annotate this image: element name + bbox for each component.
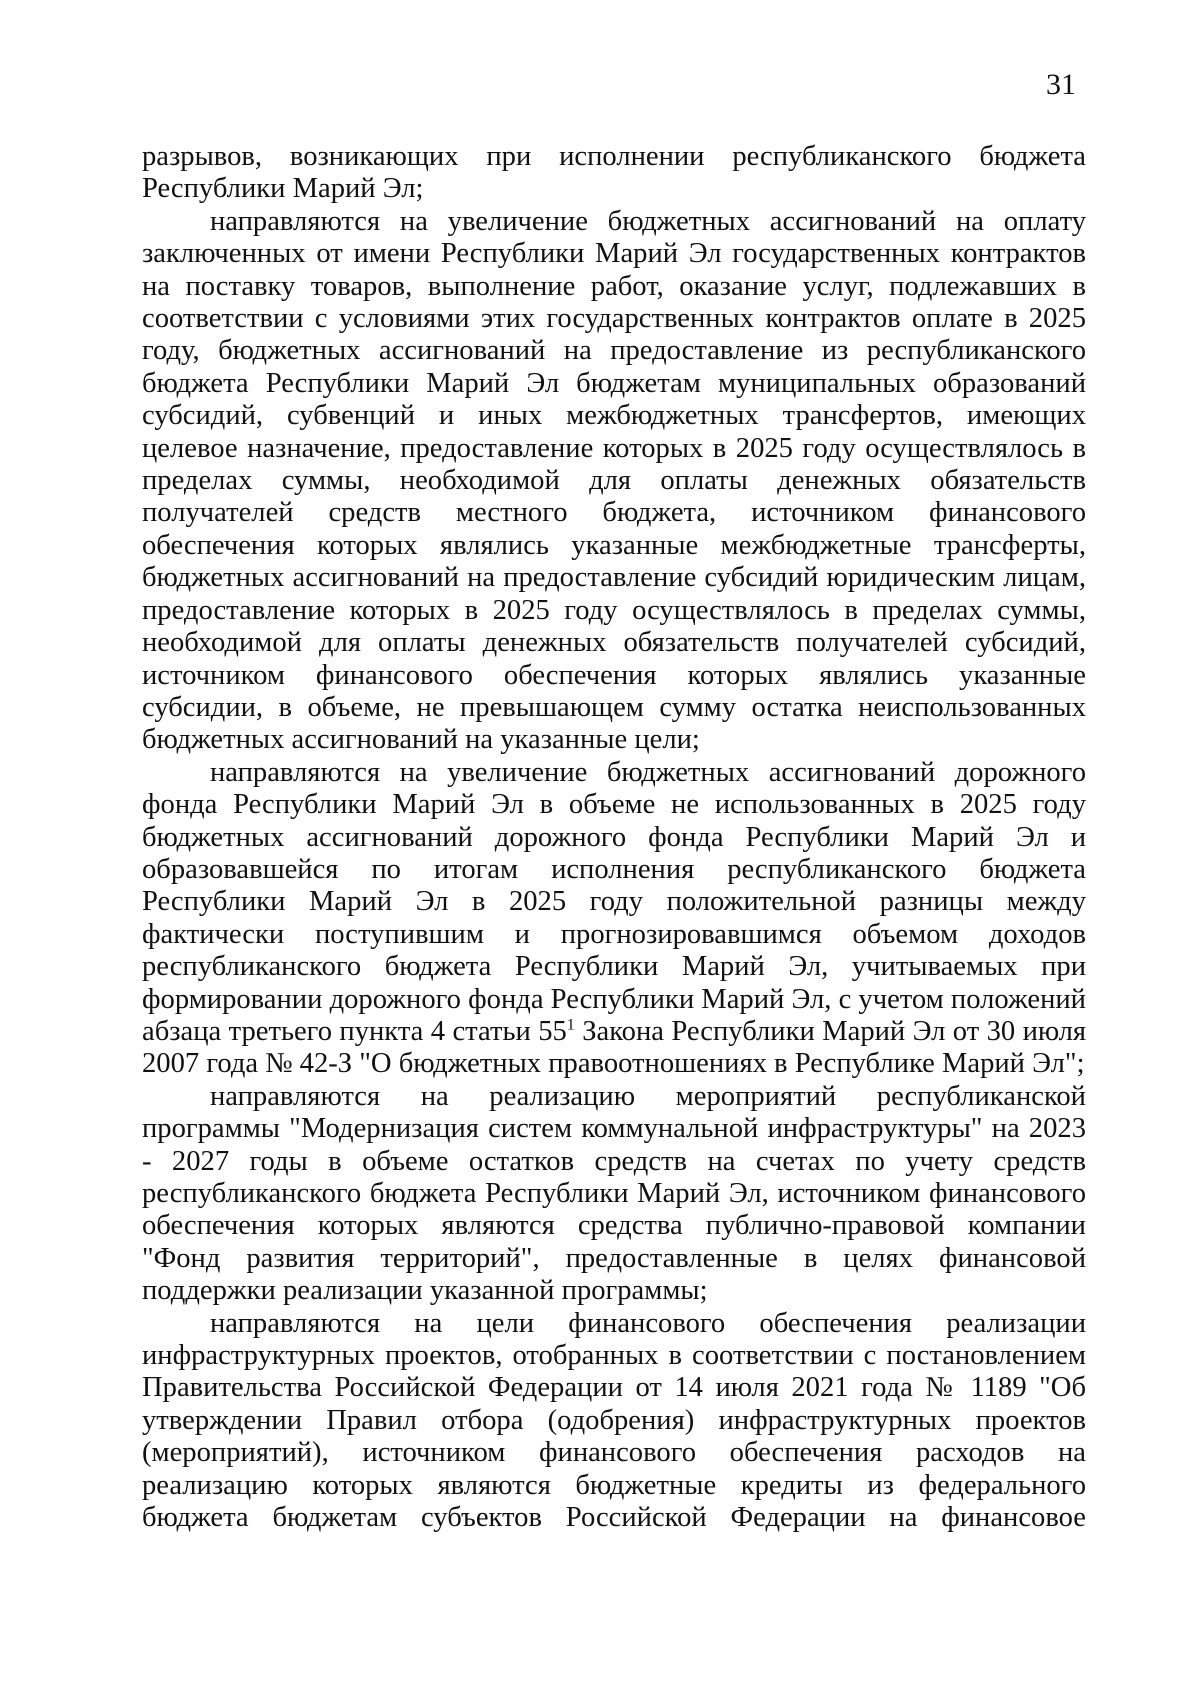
- paragraph-infrastructure-projects: направляются на цели финансового обеспечения реализации инфраструктурных проектов, отобранных в соответствии с постановлением Правительства Российской Федерации от 14 июля 2021 года № 1189 "Об утверждении Правил отбора (одобрения) инфраструктурных проектов (мероприятий), источником финансового обеспечения расходов на реализацию которых являются бюджетные кредиты из федерального бюджета бюджетам субъектов Российской Федерации на финансовое: [142, 1307, 1086, 1534]
- paragraph-road-fund: [142, 757, 1086, 1081]
- paragraph-utilities-program: направляются на реализацию мероприятий республиканской программы "Модернизация систем коммунальной инфраструктуры" на 2023 - 2027 годы в объеме остатков средств на счетах по учету средств республиканского бюджета Республики Марий Эл, источником финансового обеспечения которых являются средства публично-правовой компании "Фонд развития территорий", предоставленные в целях финансовой поддержки реализации указанной программы;: [142, 1080, 1086, 1307]
- article-superscript: 1: [566, 1016, 575, 1034]
- page-number: 31: [1046, 68, 1076, 101]
- road-fund-text-end: Закона Республики Марий Эл от 30 июля 2007 года № 42-З "О бюджетных правоотношениях в Республике Марий Эл";: [142, 1015, 1086, 1080]
- paragraph-state-contracts: направляются на увеличение бюджетных ассигнований на оплату заключенных от имени Республики Марий Эл государственных контрактов на поставку товаров, выполнение работ, оказание услуг, подлежавших в соответствии с условиями этих государственных контрактов оплате в 2025 году, бюджетных ассигнований на предоставление из республиканского бюджета Республики Марий Эл бюджетам муниципальных образований субсидий, субвенций и иных межбюджетных трансфертов, имеющих целевое назначение, предоставление которых в 2025 году осуществлялось в пределах суммы, необходимой для оплаты денежных обязательств получателей средств местного бюджета, источником финансового обеспечения которых являлись указанные межбюджетные трансферты, бюджетных ассигнований на предоставление субсидий юридическим лицам, предоставление которых в 2025 году осуществлялось в пределах суммы, необходимой для оплаты денежных обязательств получателей субсидий, источником финансового обеспечения которых являлись указанные субсидии, в объеме, не превышающем сумму остатка неиспользованных бюджетных ассигнований на указанные цели;: [142, 205, 1086, 756]
- road-fund-text-start: направляются на увеличение бюджетных ассигнований дорожного фонда Республики Марий Эл в объеме не использованных в 2025 году бюджетных ассигнований дорожного фонда Республики Марий Эл и образовавшейся по итогам исполнения республиканского бюджета Республики Марий Эл в 2025 году положительной разницы между фактически поступившим и прогнозировавшимся объемом доходов республиканского бюджета Республики Марий Эл, учитываемых при формировании дорожного фонда Республики Марий Эл, с учетом положений абзаца третьего пункта 4 статьи 55: [142, 756, 1086, 1047]
- paragraph-budget-gaps: разрывов, возникающих при исполнении республиканского бюджета Республики Марий Эл;: [142, 141, 1086, 205]
- document-body: [142, 141, 1086, 1534]
